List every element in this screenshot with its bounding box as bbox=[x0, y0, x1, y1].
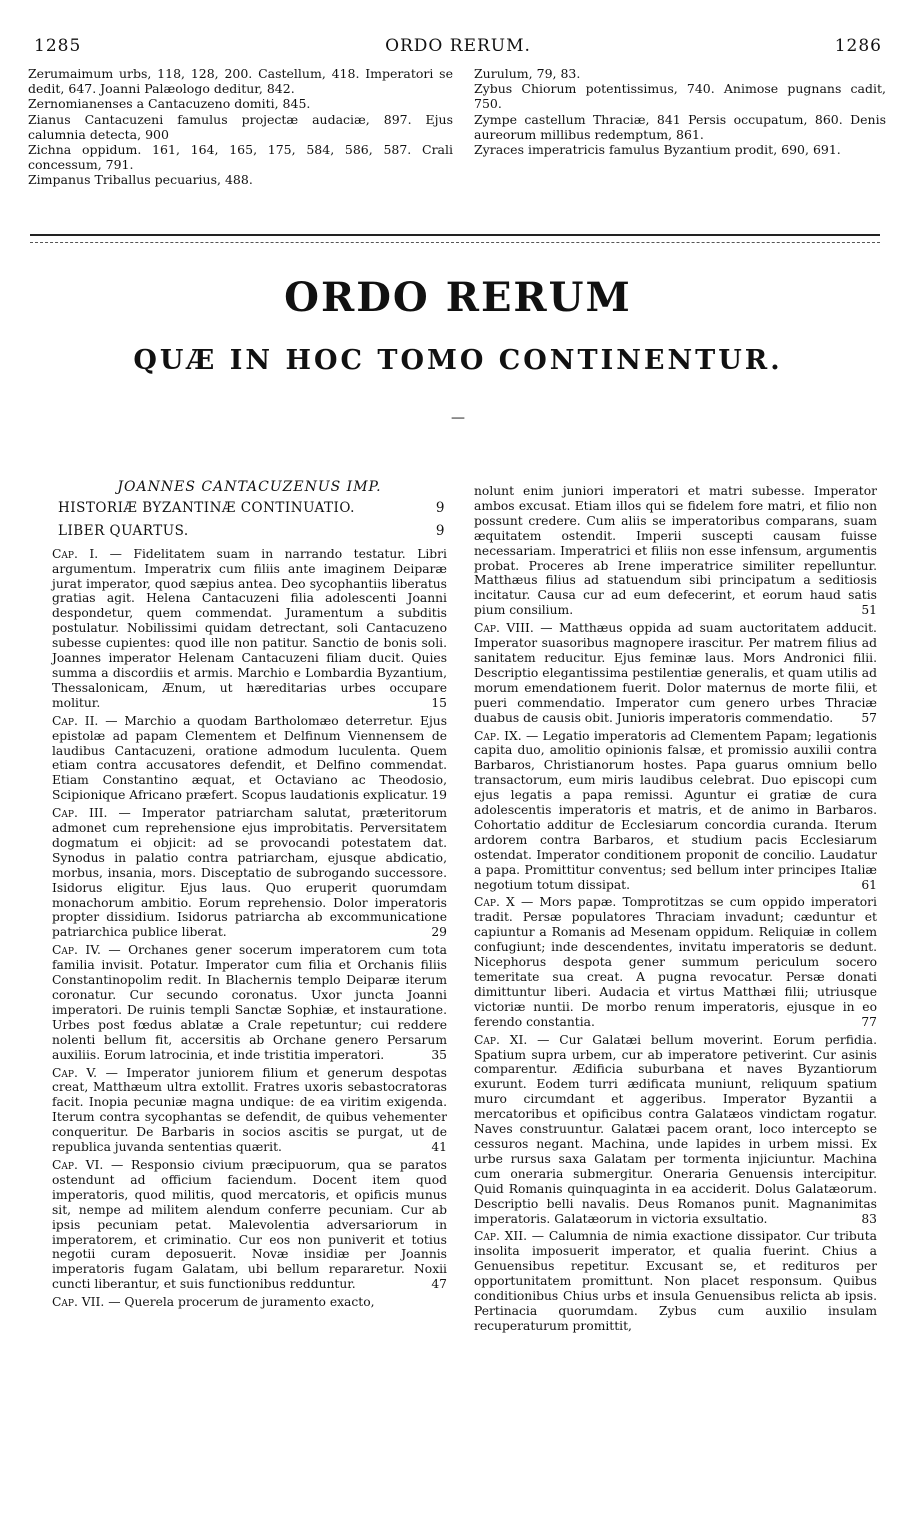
index-entry: Zurulum, 79, 83. bbox=[474, 66, 581, 81]
section-divider bbox=[30, 234, 880, 243]
chapter-label: Cap. X bbox=[474, 895, 515, 910]
chapter-page: 41 bbox=[431, 1140, 447, 1155]
chapter-page: 29 bbox=[431, 925, 447, 940]
chapter-summary: — Imperator juniorem filium et generum despotas creat, Matthæum ultra extollit. Fratres uxoris sebastocratoras facit. Inopia pecuniæ magna undique: de ea viritim exigenda. Iterum contra sycophantas se defendit, de quibus vehementer conqueritur. De Barbaris in socios ascitis se purgat, ut de republica juvanda sententias quærit. bbox=[52, 1065, 447, 1155]
index-entry: Zernomianenses a Cantacuzeno domiti, 845. bbox=[28, 96, 311, 112]
chapter-page: 61 bbox=[861, 877, 877, 892]
running-title: ORDO RERUM. bbox=[385, 36, 531, 56]
chapter-summary: — Mors papæ. Tomprotitzas se cum oppido imperatori tradit. Persæ populatores Thraciam invadunt; cæduntur et capiuntur a Romanis ad Mesenam oppidum. Reliquiæ in collem confugiunt; inde descendentes, invitatu imperatoris se dedunt. Nicephorus despota gener summum periculum socero temeritate sua creat. A pugna revocatur. Persæ donati dimittuntur liberi. Audacia et virtus Matthæi filii; utriusque victoriæ nuntii. De morbo renum imperatoris, ejusque in eo ferendo constantia. bbox=[474, 895, 877, 1029]
chapter-page: 57 bbox=[861, 710, 877, 725]
chapter-label: Cap. VI. bbox=[52, 1157, 104, 1172]
index-column-left bbox=[28, 66, 453, 188]
index-entry: Zerumaimum urbs, 118, 128, 200. Castellum, 418. Imperatori se dedit, 647. Joanni Palæologo deditur, 842. bbox=[28, 66, 453, 97]
toc-line bbox=[52, 524, 447, 539]
index-entry: Zyraces imperatricis famulus Byzantium prodit, 690, 691. bbox=[474, 142, 841, 158]
chapter-label: Cap. VII. bbox=[52, 1295, 105, 1310]
chapter-summary: — Orchanes gener socerum imperatorem cum tota familia invisit. Potatur. Imperator cum filia et Orchanis filiis Constantinopolim redit. In Blachernis templo Deiparæ iterum coronatur. Cur secundo coronatus. Uxor juncta Joanni imperatori. De ruinis templi Sanctæ Sophiæ, et instauratione. Urbes post fœdus ablatæ a Crale repetuntur; cui reddere nolenti bellum fit, accersitis ab Orchane genero Persarum auxiliis. Eorum latrocinia, et inde tristitia imperatori. bbox=[52, 943, 447, 1062]
chapter-summary: — Imperator patriarcham salutat, præteritorum admonet cum reprehensione ejus improbitatis. Perversitatem dogmatum ei objicit: ad se provocandi potestatem dat. Synodus in palatio contra patriarcham, ejusque abdicatio, morbus, insania, mors. Disceptatio de subrogando successore. Isidorus eligitur. Ejus laus. Quo eruperit quorumdam monachorum ambitio. Eorum reprehensio. Dolor imperatoris propter dissidium. Isidorus patriarcha ab excommunicatione patriarchica publice liberat. bbox=[52, 806, 447, 940]
chapter-summary: — Matthæus oppida ad suam auctoritatem adducit. Imperator suasoribus magnopere irascitur. Per matrem filius ad sanitatem reducitur. Ejus feminæ laus. Mors Andronici filii. Descriptio elegantissima pestilentiæ generalis, et quam utilis ad morum emendationem fuerit. Dolor maternus de morte filii, et pueri commendatio. Imperator cum genero urbes Thraciæ duabus de causis obit. Junioris imperatoris commendatio. bbox=[474, 621, 877, 725]
chapter-page: 19 bbox=[431, 788, 447, 803]
ornament-dash: — bbox=[451, 410, 465, 426]
chapter-entry bbox=[474, 1229, 877, 1333]
toc-page: 9 bbox=[435, 522, 445, 539]
chapter-summary: — Querela procerum de juramento exacto, bbox=[108, 1295, 375, 1310]
contents-column-left bbox=[52, 480, 447, 1313]
index-column-right bbox=[474, 66, 886, 157]
chapter-summary: — Calumnia de nimia exactione dissipator. Cur tributa insolita imposuerit imperator, et qualia fuerint. Chius a Genuensibus repetitur. Excusant se, et redituros per opportunitatem promittunt. Non placet responsum. Quibus conditionibus Chius urbs et insula Genuensibus relicta ab ipsis. Pertinacia quorumdam. Zybus cum auxilio insulam recuperaturum promittit, bbox=[474, 1229, 877, 1333]
chapter-entry bbox=[474, 621, 877, 725]
chapter-entry bbox=[474, 895, 877, 1029]
chapter-entry bbox=[52, 806, 447, 940]
chapter-label: Cap. V. bbox=[52, 1065, 98, 1080]
index-entry: Zybus Chiorum potentissimus, 740. Animose pugnans cadit, 750. bbox=[474, 81, 886, 112]
left-page-number: 1285 bbox=[34, 36, 82, 56]
chapter-summary: — Marchio a quodam Bartholomæo deterretur. Ejus epistolæ ad papam Clementem et Delfinum Viennensem de laudibus Cantacuzeni, oratione admodum luculenta. Quem etiam contra accusatores defendit, et Delfino commendat. Etiam Constantino æquat, et Octaviano ac Theodosio, Scipionique Africano præfert. Scopus laudationis explicatur. bbox=[52, 713, 448, 803]
chapter-entry bbox=[52, 1066, 447, 1155]
chapter-summary: — Fidelitatem suam in narrando testatur. Libri argumentum. Imperatrix cum filiis ante imaginem Deiparæ jurat imperator, quod sæpius antea. Deo sycophantiis liberatus gratias agit. Helena Cantacuzeni filia adolescenti Joanni despondetur, quem commendat. Juramentum a subditis postulatur. Nobilissimi quidam detrectant, soli Cantacuzeno subesse cupientes: quod ille non patitur. Sanctio de bonis soli. Joannes imperator Helenam Cantacuzeni filiam ducit. Quies summa a discordiis et armis. Marchio e Lombardia Byzantium, Thessalonicam, Ænum, ut hæreditarias urbes occupare molitur. bbox=[52, 546, 447, 710]
chapter-continuation bbox=[474, 484, 877, 618]
chapter-page: 15 bbox=[431, 695, 447, 710]
chapter-label: Cap. I. bbox=[52, 546, 99, 561]
chapter-page: 35 bbox=[431, 1047, 447, 1062]
toc-page: 9 bbox=[435, 499, 445, 516]
running-head bbox=[34, 36, 882, 60]
chapter-label: Cap. XII. bbox=[474, 1229, 528, 1244]
chapter-entry bbox=[52, 547, 447, 711]
chapter-entry bbox=[474, 1033, 877, 1227]
toc-label: LIBER QUARTUS. bbox=[58, 522, 189, 539]
chapter-label: Cap. IV. bbox=[52, 943, 101, 958]
toc-label: HISTORIÆ BYZANTINÆ CONTINUATIO. bbox=[58, 499, 355, 516]
contents-column-right bbox=[474, 484, 877, 1337]
chapter-label: Cap. II. bbox=[52, 713, 99, 728]
chapter-entry bbox=[52, 943, 447, 1062]
chapter-page: 77 bbox=[861, 1014, 877, 1029]
toc-line bbox=[52, 501, 447, 516]
chapter-label: Cap. XI. bbox=[474, 1032, 528, 1047]
main-title: ORDO RERUM bbox=[284, 274, 632, 321]
chapter-page: 47 bbox=[431, 1277, 447, 1292]
chapter-summary: — Cur Galatæi bellum moverint. Eorum perfidia. Spatium supra urbem, cur ab imperatore petiverint. Cur asinis comparentur. Ædificia suburbana et naves Byzantiorum exurunt. Eodem turri ædificata muniunt, reliquum spatium muro circumdant et aggeribus. Imperator Byzantii a mercatoribus et opificibus contra Galatæos vindictam rogatur. Naves construuntur. Galatæi pacem orant, loco intercepto se cessuros negant. Machina, unde lapides in urbem missi. Ex urbe rursus saxa Galatam per tormenta injiciuntur. Machina cum oneraria submergitur. Oneraria Genuensis intercipitur. Quid Romanis quinquaginta in ea acciderit. Dolus Galatæorum. Descriptio belli navalis. Deus Romanos punit. Magnanimitas imperatoris. Galatæorum in victoria exsultatio. bbox=[474, 1032, 877, 1226]
chapter-page: 83 bbox=[861, 1211, 877, 1226]
chapter-label: Cap. VIII. bbox=[474, 621, 534, 636]
chapter-label: Cap. III. bbox=[52, 806, 108, 821]
chapter-page: 51 bbox=[861, 603, 877, 618]
right-page-number: 1286 bbox=[834, 36, 882, 56]
chapter-summary: — Responsio civium præcipuorum, qua se paratos ostendunt ad officium faciendum. Docent item quod imperatoris, quod militis, quod mercatoris, et opificis munus sit, nempe ad militem alendum conferre pecuniam. Cur ab ipsis pecuniam petat. Malevolentia adversariorum in imperatorem, et criminatio. Cur eos non puniverit et totius negotii curam deposuerit. Novæ insidiæ per Joannis imperatoris fugam Galatam, ubi bellum repararetur. Noxii cuncti liberantur, et suis functionibus redduntur. bbox=[52, 1157, 447, 1292]
index-entry: Zichna oppidum. 161, 164, 165, 175, 584, 586, 587. Crali concessum, 791. bbox=[28, 142, 453, 173]
chapter-entry bbox=[52, 1158, 447, 1292]
index-entry: Zianus Cantacuzeni famulus projectæ audaciæ, 897. Ejus calumnia detecta, 900 bbox=[28, 111, 453, 142]
chapter-summary: — Legatio imperatoris ad Clementem Papam; legationis capita duo, amolitio opinionis falsæ, et promissio auxilii contra Barbaros, Christianorum hostes. Papa guarus omnium bello transactorum, eum miris laudibus celebrat. Duo episcopi cum ejus legatis a papa remissi. Aguntur ei gratiæ de cura adolescentis imperatoris et matris, et de animo in Barbaros. Cohortatio additur de Ecclesiarum concordia curanda. Iterum ardorem contra Barbaros, et studium pacis Ecclesiarum ostendat. Imperator conditionem proponit de concilio. Laudatur a papa. Promittitur conventus; sed bellum inter principes Italiæ negotium totum dissipat. bbox=[474, 728, 877, 892]
chapter-entry bbox=[52, 1295, 447, 1310]
chapter-summary: nolunt enim juniori imperatori et matri subesse. Imperator ambos excusat. Etiam illos qui se fidelem fore matri, et filio non possunt credere. Cum aliis se imperatoribus comparans, suam æquitatem ostendit. Imperii suscepti causam fuisse necessariam. Imperatrici et filiis non esse infensum, argumentis probat. Proceres ab Irene imperatrice similiter repelluntur. Matthæus filius ad statuendum sibi principatum a seditiosis incitatur. Causa cur ad eum defecerint, et eorum haud satis pium consilium. bbox=[474, 484, 877, 618]
toc-author-header: JOANNES CANTACUZENUS IMP. bbox=[117, 479, 382, 495]
subtitle: QUÆ IN HOC TOMO CONTINENTUR. bbox=[133, 345, 783, 376]
chapter-label: Cap. IX. bbox=[474, 728, 522, 743]
chapter-entry bbox=[52, 714, 447, 803]
index-entry: Zimpanus Triballus pecuarius, 488. bbox=[28, 172, 253, 188]
chapter-entry bbox=[474, 729, 877, 893]
index-entry: Zympe castellum Thraciæ, 841 Persis occupatum, 860. Denis aureorum millibus redemptum, 861. bbox=[474, 111, 886, 142]
